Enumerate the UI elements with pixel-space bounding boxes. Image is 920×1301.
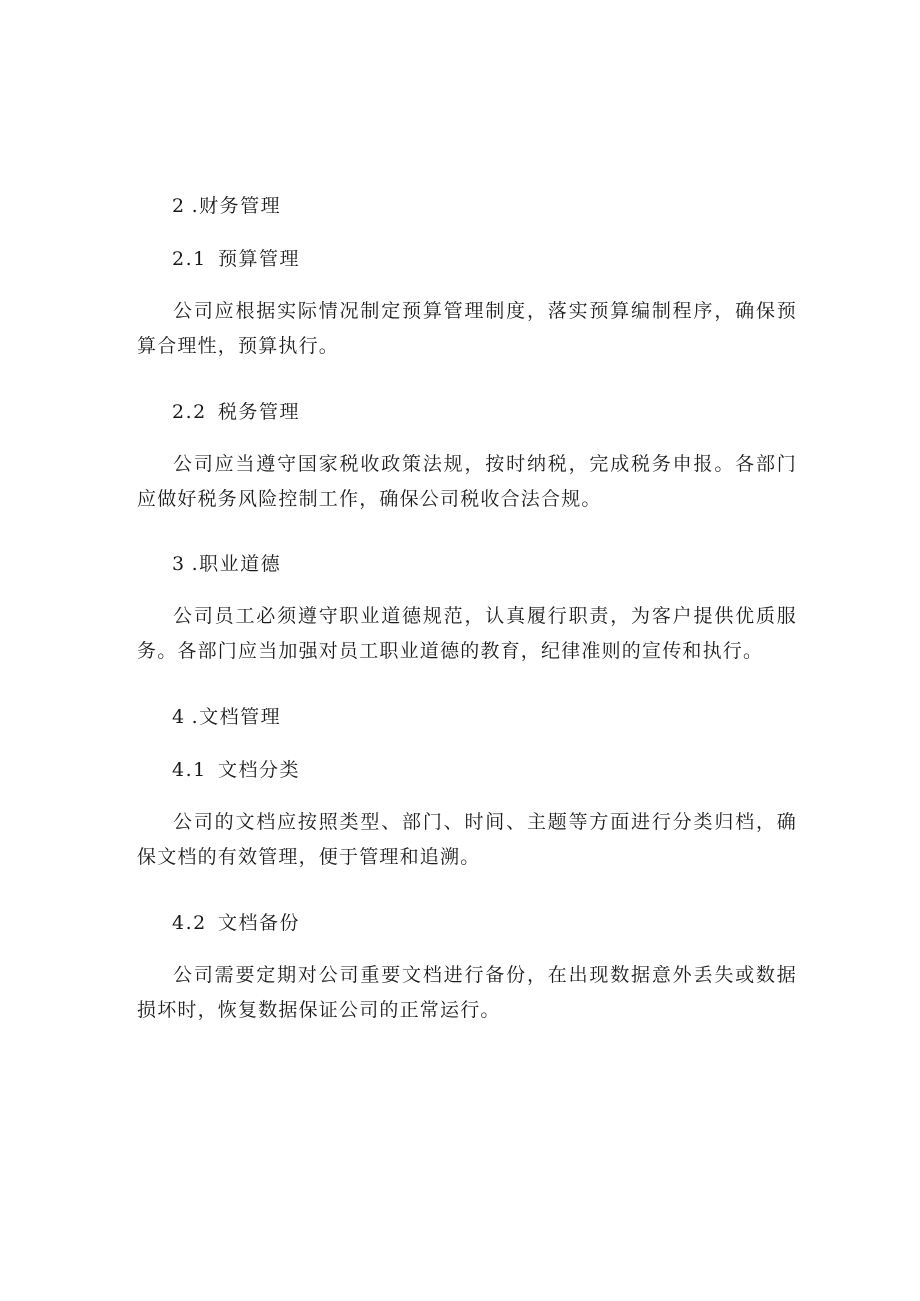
section-heading-4: [172, 705, 832, 729]
section-heading-4-2: [172, 911, 832, 935]
section-title: 文档分类: [218, 759, 301, 781]
paragraph-classification: 公司的文档应按照类型、部门、时间、主题等方面进行分类归档，确保文档的有效管理，便于管理和追溯。: [137, 811, 797, 868]
section-title: .职业道德: [191, 553, 282, 575]
paragraph-tax: 公司应当遵守国家税收政策法规，按时纳税，完成税务申报。各部门应做好税务风险控制工作，确保公司税收合法合规。: [137, 453, 797, 510]
section-number: 2.2: [172, 401, 207, 423]
section-number: 4.1: [172, 759, 207, 781]
section-number: 2: [172, 195, 186, 217]
section-title: 预算管理: [218, 248, 301, 270]
paragraph-ethics: 公司员工必须遵守职业道德规范，认真履行职责，为客户提供优质服务。各部门应当加强对员工职业道德的教育，纪律准则的宣传和执行。: [137, 605, 797, 662]
section-heading-2-1: [172, 247, 832, 271]
section-title: 文档备份: [218, 912, 301, 934]
section-title: 税务管理: [218, 401, 301, 423]
section-heading-2-2: [172, 400, 832, 424]
section-heading-4-1: [172, 758, 832, 782]
section-title: .文档管理: [191, 706, 282, 728]
section-heading-3: [172, 552, 832, 576]
paragraph-budget: 公司应根据实际情况制定预算管理制度，落实预算编制程序，确保预算合理性，预算执行。: [137, 300, 797, 357]
section-number: 4.2: [172, 912, 207, 934]
section-title: .财务管理: [191, 195, 282, 217]
section-number: 3: [172, 553, 186, 575]
section-number: 2.1: [172, 248, 207, 270]
section-number: 4: [172, 706, 186, 728]
section-heading-2: [172, 194, 832, 218]
paragraph-backup: 公司需要定期对公司重要文档进行备份，在出现数据意外丢失或数据损坏时，恢复数据保证公司的正常运行。: [137, 964, 797, 1021]
